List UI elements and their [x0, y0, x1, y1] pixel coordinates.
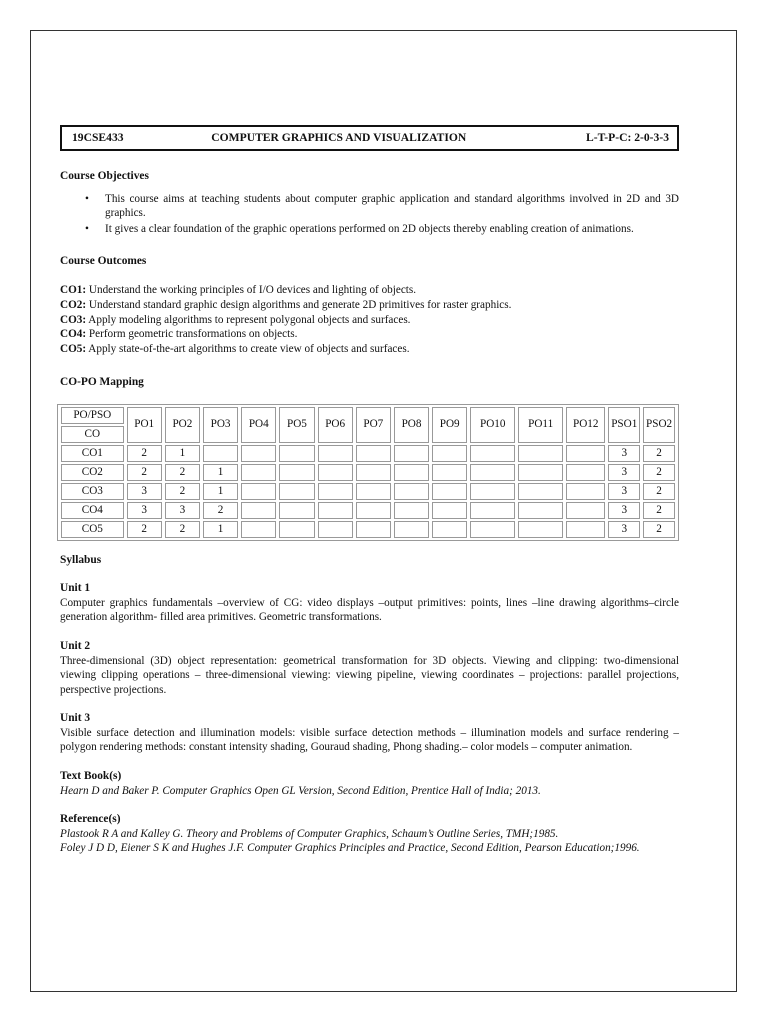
- column-header-po2: PO2: [165, 407, 200, 443]
- table-cell: [566, 521, 605, 538]
- column-header-po5: PO5: [279, 407, 314, 443]
- column-header-po10: PO10: [470, 407, 515, 443]
- table-cell: [356, 521, 391, 538]
- table-cell: 2: [165, 521, 200, 538]
- column-header-pso2: PSO2: [643, 407, 675, 443]
- column-header-po12: PO12: [566, 407, 605, 443]
- unit-title: Unit 2: [60, 639, 91, 652]
- unit-title: Unit 1: [60, 582, 91, 595]
- textbook-section: [60, 769, 679, 798]
- table-cell: 3: [127, 502, 162, 519]
- objectives-heading: Course Objectives: [60, 170, 149, 182]
- table-cell: [518, 502, 563, 519]
- table-cell: [394, 521, 429, 538]
- objective-item: • This course aims at teaching students about computer graphic application and standard algorithms involved in 2D and 3D graphics.: [85, 192, 679, 220]
- table-cell: [566, 445, 605, 462]
- unit-block: [60, 639, 679, 697]
- table-cell: [279, 521, 314, 538]
- table-cell: 2: [127, 464, 162, 481]
- table-row: [61, 502, 675, 519]
- course-ltpc: L-T-P-C: 2-0-3-3: [586, 130, 669, 144]
- table-row: [61, 445, 675, 462]
- unit-block: [60, 711, 679, 755]
- table-corner-top: PO/PSO: [61, 407, 124, 424]
- table-cell: [518, 464, 563, 481]
- outcome-item: CO4: Perform geometric transformations on objects.: [60, 328, 298, 341]
- objectives-section: [60, 169, 679, 236]
- table-cell: [394, 445, 429, 462]
- table-cell: [318, 483, 353, 500]
- outcome-item: CO2: Understand standard graphic design algorithms and generate 2D primitives for raster graphics.: [60, 298, 512, 311]
- outcome-item: CO1: Understand the working principles of I/O devices and lighting of objects.: [60, 283, 417, 296]
- table-cell: [318, 502, 353, 519]
- reference-item: Plastook R A and Kalley G. Theory and Problems of Computer Graphics, Schaum’s Outline Series, TMH;1985.: [60, 827, 559, 840]
- table-cell: [318, 464, 353, 481]
- column-header-po3: PO3: [203, 407, 238, 443]
- unit-text: Three-dimensional (3D) object representation: geometrical transformation for 3D objects. Viewing and clipping: two-dimensional viewing clipping operations – three-dimensional viewing: viewing pipeline, viewing coordinates – projections: parallel projections, perspective projections.: [60, 654, 679, 696]
- table-cell: 2: [643, 464, 675, 481]
- course-header: [60, 125, 679, 151]
- column-header-po11: PO11: [518, 407, 563, 443]
- table-cell: [356, 445, 391, 462]
- textbook-heading: Text Book(s): [60, 770, 122, 783]
- outcome-item: CO5: Apply state-of-the-art algorithms to create view of objects and surfaces.: [60, 343, 410, 356]
- table-cell: [279, 483, 314, 500]
- syllabus-section: [60, 553, 679, 756]
- column-header-po7: PO7: [356, 407, 391, 443]
- table-cell: 3: [608, 521, 640, 538]
- row-label: CO2: [61, 464, 124, 481]
- table-cell: 1: [203, 521, 238, 538]
- table-cell: [470, 483, 515, 500]
- table-cell: [279, 464, 314, 481]
- table-cell: [241, 483, 276, 500]
- table-cell: 3: [608, 483, 640, 500]
- table-cell: 1: [165, 445, 200, 462]
- table-cell: [241, 445, 276, 462]
- outcomes-section: [60, 254, 679, 357]
- table-cell: 3: [165, 502, 200, 519]
- table-corner-bottom: CO: [61, 426, 124, 443]
- column-header-po4: PO4: [241, 407, 276, 443]
- table-cell: [432, 502, 467, 519]
- table-cell: [470, 502, 515, 519]
- objectives-list: [60, 192, 679, 237]
- mapping-section: [60, 375, 679, 541]
- unit-block: [60, 581, 679, 625]
- table-cell: 2: [643, 521, 675, 538]
- table-cell: [432, 521, 467, 538]
- table-cell: [356, 483, 391, 500]
- table-cell: [241, 502, 276, 519]
- table-cell: [356, 502, 391, 519]
- bullet-icon: •: [85, 192, 89, 205]
- table-row: [61, 521, 675, 538]
- table-cell: [394, 464, 429, 481]
- syllabus-heading: Syllabus: [60, 553, 102, 566]
- outcomes-heading: Course Outcomes: [60, 255, 147, 268]
- column-header-po8: PO8: [394, 407, 429, 443]
- table-cell: 1: [203, 464, 238, 481]
- column-header-po6: PO6: [318, 407, 353, 443]
- table-cell: [518, 483, 563, 500]
- co-po-mapping-table: [57, 404, 679, 541]
- mapping-heading: CO-PO Mapping: [60, 375, 144, 388]
- row-label: CO5: [61, 521, 124, 538]
- table-cell: 2: [127, 445, 162, 462]
- table-cell: [279, 445, 314, 462]
- column-header-po1: PO1: [127, 407, 162, 443]
- references-heading: Reference(s): [60, 813, 121, 826]
- outcome-item: CO3: Apply modeling algorithms to represent polygonal objects and surfaces.: [60, 313, 411, 326]
- table-row: [61, 483, 675, 500]
- table-cell: 2: [165, 464, 200, 481]
- table-cell: [318, 521, 353, 538]
- column-header-po9: PO9: [432, 407, 467, 443]
- course-code: 19CSE433: [72, 130, 124, 144]
- table-cell: [518, 445, 563, 462]
- table-cell: 1: [203, 483, 238, 500]
- table-cell: 3: [608, 464, 640, 481]
- table-cell: 2: [643, 483, 675, 500]
- objective-item: • It gives a clear foundation of the graphic operations performed on 2D objects thereby enabling creation of animations.: [85, 222, 634, 235]
- outcomes-list: [60, 283, 679, 357]
- bullet-icon: •: [85, 222, 89, 235]
- unit-text: Visible surface detection and illumination models: visible surface detection methods – illumination models and surface rendering – polygon rendering methods: constant intensity shading, Gouraud shading, Phong shading.– color models – computer animation.: [60, 726, 679, 754]
- table-cell: [318, 445, 353, 462]
- table-cell: 3: [608, 445, 640, 462]
- column-header-pso1: PSO1: [608, 407, 640, 443]
- table-cell: [241, 521, 276, 538]
- table-cell: [470, 464, 515, 481]
- table-cell: [566, 483, 605, 500]
- unit-text: Computer graphics fundamentals –overview of CG: video displays –output primitives: points, lines –line drawing algorithms–circle generation algorithm- filled area primitives. Geometric transformations.: [60, 596, 679, 624]
- table-row: [61, 464, 675, 481]
- table-cell: [356, 464, 391, 481]
- table-cell: [432, 464, 467, 481]
- row-label: CO3: [61, 483, 124, 500]
- table-cell: 2: [165, 483, 200, 500]
- table-cell: 2: [643, 502, 675, 519]
- table-cell: [203, 445, 238, 462]
- row-label: CO1: [61, 445, 124, 462]
- document-content: [60, 95, 679, 856]
- table-cell: [279, 502, 314, 519]
- course-title: COMPUTER GRAPHICS AND VISUALIZATION: [211, 130, 467, 144]
- textbook-item: Hearn D and Baker P. Computer Graphics Open GL Version, Second Edition, Prentice Hall of India; 2013.: [60, 784, 541, 797]
- table-cell: [518, 521, 563, 538]
- table-cell: [432, 483, 467, 500]
- reference-item: Foley J D D, Eiener S K and Hughes J.F. Computer Graphics Principles and Practice, Second Edition, Pearson Education;1996.: [60, 842, 640, 855]
- references-section: [60, 812, 679, 856]
- row-label: CO4: [61, 502, 124, 519]
- table-cell: [394, 483, 429, 500]
- table-cell: [241, 464, 276, 481]
- table-cell: 3: [127, 483, 162, 500]
- table-cell: [566, 464, 605, 481]
- table-cell: [394, 502, 429, 519]
- table-cell: [470, 445, 515, 462]
- table-cell: 2: [203, 502, 238, 519]
- table-cell: 2: [643, 445, 675, 462]
- table-cell: 3: [608, 502, 640, 519]
- table-cell: [432, 445, 467, 462]
- unit-title: Unit 3: [60, 712, 91, 725]
- table-cell: [566, 502, 605, 519]
- table-cell: [470, 521, 515, 538]
- table-cell: 2: [127, 521, 162, 538]
